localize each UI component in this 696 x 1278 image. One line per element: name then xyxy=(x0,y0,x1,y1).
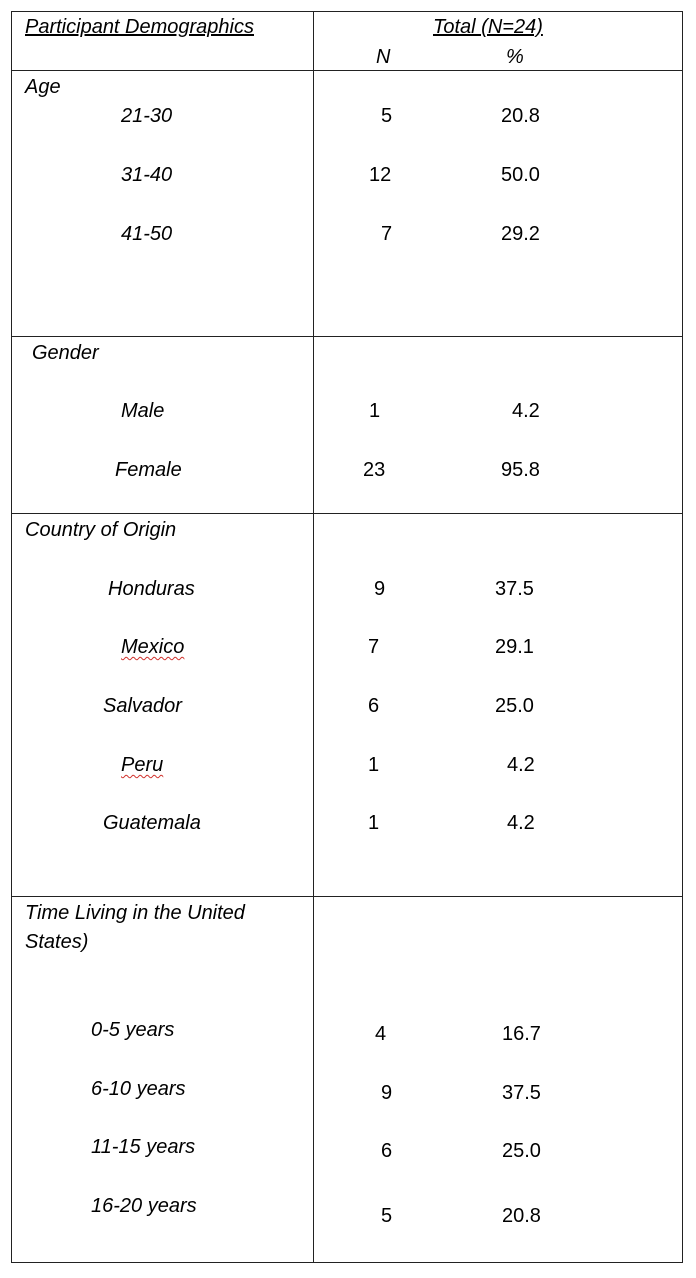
row-label: 0-5 years xyxy=(91,1019,175,1041)
row-label: Mexico xyxy=(121,636,185,658)
row-percent: 29.2 xyxy=(501,223,540,245)
section-title-time-line1: Time Living in the United xyxy=(25,902,245,924)
row-percent: 95.8 xyxy=(501,459,540,481)
row-percent: 37.5 xyxy=(502,1082,541,1104)
row-label: Salvador xyxy=(103,695,182,717)
section-divider-country xyxy=(11,896,683,897)
column-divider xyxy=(313,11,314,1263)
row-n: 5 xyxy=(381,105,393,127)
row-label: 11-15 years xyxy=(91,1136,196,1158)
section-title-country: Country of Origin xyxy=(25,519,177,541)
subheader-percent: % xyxy=(506,46,524,68)
row-percent: 16.7 xyxy=(502,1023,541,1045)
row-label: 6-10 years xyxy=(91,1078,186,1100)
row-n: 9 xyxy=(381,1082,393,1104)
row-n: 4 xyxy=(375,1023,387,1045)
row-n: 6 xyxy=(368,695,380,717)
column-header-total: Total (N=24) xyxy=(433,16,543,38)
row-percent: 37.5 xyxy=(495,578,534,600)
row-label: Guatemala xyxy=(103,812,201,834)
row-n: 1 xyxy=(368,754,380,776)
row-label: Male xyxy=(121,400,165,422)
row-percent: 29.1 xyxy=(495,636,534,658)
column-header-demographics: Participant Demographics xyxy=(25,16,254,38)
row-percent: 25.0 xyxy=(495,695,534,717)
row-percent: 50.0 xyxy=(501,164,540,186)
section-divider-gender xyxy=(11,513,683,514)
row-percent: 4.2 xyxy=(507,812,535,834)
row-n: 1 xyxy=(368,812,380,834)
row-label: Peru xyxy=(121,754,164,776)
row-label: 16-20 years xyxy=(91,1195,197,1217)
row-percent: 25.0 xyxy=(502,1140,541,1162)
row-n: 12 xyxy=(369,164,392,186)
row-label: 21-30 xyxy=(121,105,173,127)
row-n: 9 xyxy=(374,578,386,600)
section-title-age: Age xyxy=(25,76,61,98)
row-n: 6 xyxy=(381,1140,393,1162)
row-n: 7 xyxy=(381,223,393,245)
section-title-time-line2: States) xyxy=(25,931,89,953)
row-label: Female xyxy=(115,459,182,481)
row-percent: 20.8 xyxy=(501,105,540,127)
row-label: 41-50 xyxy=(121,223,173,245)
row-n: 5 xyxy=(381,1205,393,1227)
row-n: 7 xyxy=(368,636,380,658)
row-percent: 4.2 xyxy=(512,400,540,422)
section-divider-age xyxy=(11,336,683,337)
subheader-n: N xyxy=(376,46,391,68)
section-title-gender: Gender xyxy=(32,342,99,364)
row-percent: 4.2 xyxy=(507,754,535,776)
row-n: 23 xyxy=(363,459,386,481)
table-border xyxy=(11,11,683,1263)
row-label: 31-40 xyxy=(121,164,173,186)
row-percent: 20.8 xyxy=(502,1205,541,1227)
row-label: Honduras xyxy=(108,578,195,600)
header-divider xyxy=(11,70,683,71)
row-n: 1 xyxy=(369,400,381,422)
